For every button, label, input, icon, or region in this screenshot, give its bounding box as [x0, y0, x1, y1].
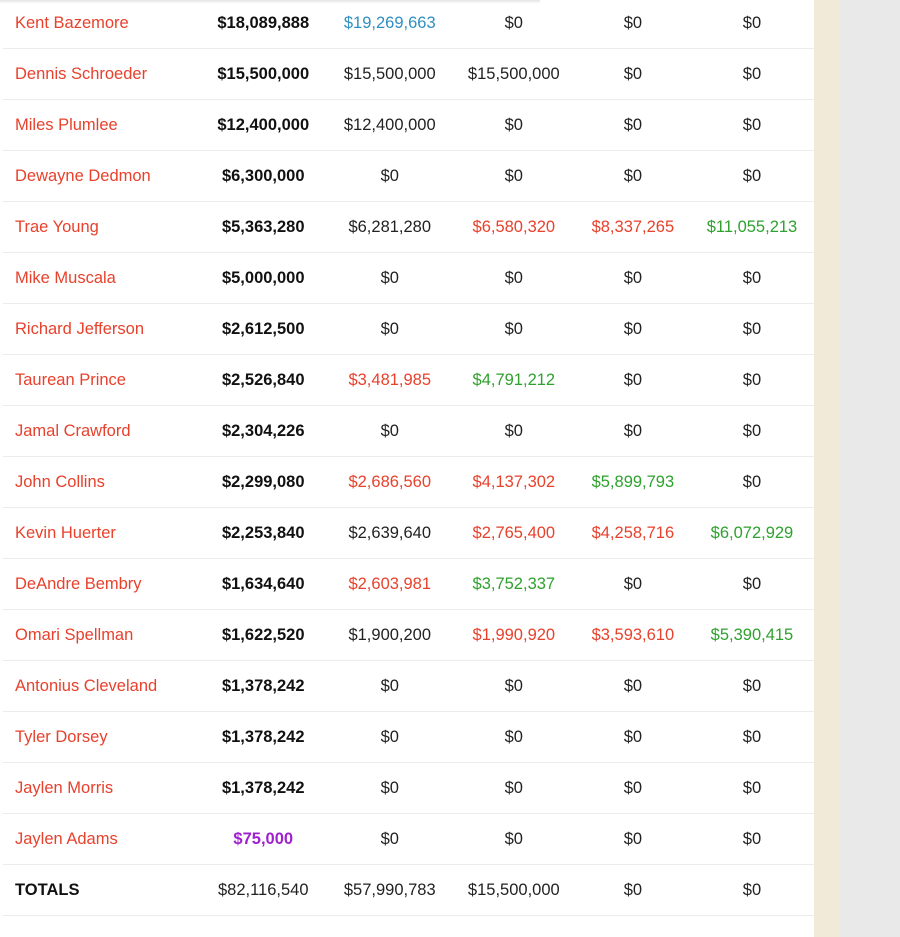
player-name-link[interactable]: Omari Spellman — [3, 610, 199, 661]
salary-year-3: $4,791,212 — [452, 355, 576, 406]
table-row — [3, 814, 814, 865]
table-row — [3, 457, 814, 508]
player-name-link[interactable]: Dennis Schroeder — [3, 49, 199, 100]
salary-year-3: $0 — [452, 712, 576, 763]
salary-year-5: $0 — [690, 49, 814, 100]
table-row — [3, 253, 814, 304]
player-name-link[interactable]: Antonius Cleveland — [3, 661, 199, 712]
salary-year-1: $5,363,280 — [199, 202, 328, 253]
salary-year-5: $0 — [690, 100, 814, 151]
salary-year-5: $6,072,929 — [690, 508, 814, 559]
player-name-link[interactable]: Mike Muscala — [3, 253, 199, 304]
salary-year-3: $0 — [452, 151, 576, 202]
player-name-link[interactable]: Jamal Crawford — [3, 406, 199, 457]
totals-row — [3, 865, 814, 916]
table-row — [3, 559, 814, 610]
salary-year-2: $0 — [328, 406, 452, 457]
salary-year-4: $0 — [576, 151, 690, 202]
salary-year-1: $2,526,840 — [199, 355, 328, 406]
player-name-link[interactable]: Kent Bazemore — [3, 0, 199, 49]
salary-year-2: $0 — [328, 661, 452, 712]
salary-year-2: $12,400,000 — [328, 100, 452, 151]
player-name-link[interactable]: Trae Young — [3, 202, 199, 253]
salary-year-4: $4,258,716 — [576, 508, 690, 559]
page-background — [840, 0, 900, 937]
salary-year-1: $1,634,640 — [199, 559, 328, 610]
page-side-border — [814, 0, 840, 937]
table-row — [3, 49, 814, 100]
totals-year-4: $0 — [576, 865, 690, 916]
player-name-link[interactable]: Richard Jefferson — [3, 304, 199, 355]
player-name-link[interactable]: DeAndre Bembry — [3, 559, 199, 610]
player-name-link[interactable]: Tyler Dorsey — [3, 712, 199, 763]
table-row — [3, 202, 814, 253]
salary-year-1: $1,378,242 — [199, 661, 328, 712]
salary-year-2: $0 — [328, 304, 452, 355]
salary-year-1: $2,253,840 — [199, 508, 328, 559]
salary-year-4: $0 — [576, 304, 690, 355]
table-row — [3, 661, 814, 712]
totals-year-3: $15,500,000 — [452, 865, 576, 916]
salary-year-4: $8,337,265 — [576, 202, 690, 253]
salary-year-2: $1,900,200 — [328, 610, 452, 661]
salary-year-2: $0 — [328, 763, 452, 814]
salary-year-1: $5,000,000 — [199, 253, 328, 304]
salary-year-1: $2,304,226 — [199, 406, 328, 457]
player-name-link[interactable]: Jaylen Adams — [3, 814, 199, 865]
salary-year-4: $5,899,793 — [576, 457, 690, 508]
totals-label: TOTALS — [3, 865, 199, 916]
salary-year-5: $0 — [690, 763, 814, 814]
salary-year-3: $15,500,000 — [452, 49, 576, 100]
table-row — [3, 0, 814, 49]
salary-year-1: $1,378,242 — [199, 712, 328, 763]
salary-year-2: $3,481,985 — [328, 355, 452, 406]
player-name-link[interactable]: Dewayne Dedmon — [3, 151, 199, 202]
salary-year-5: $0 — [690, 406, 814, 457]
totals-year-5: $0 — [690, 865, 814, 916]
salary-year-5: $0 — [690, 712, 814, 763]
salary-table-body — [3, 0, 814, 916]
salary-year-2: $15,500,000 — [328, 49, 452, 100]
salary-year-5: $0 — [690, 814, 814, 865]
player-name-link[interactable]: Jaylen Morris — [3, 763, 199, 814]
player-name-link[interactable]: Miles Plumlee — [3, 100, 199, 151]
table-row — [3, 100, 814, 151]
salary-year-1: $75,000 — [199, 814, 328, 865]
salary-year-2: $0 — [328, 814, 452, 865]
salary-year-5: $0 — [690, 355, 814, 406]
salary-year-5: $0 — [690, 304, 814, 355]
salary-year-5: $0 — [690, 151, 814, 202]
totals-year-1: $82,116,540 — [199, 865, 328, 916]
salary-year-5: $0 — [690, 0, 814, 49]
salary-table — [3, 0, 814, 916]
salary-year-4: $0 — [576, 814, 690, 865]
table-row — [3, 763, 814, 814]
salary-year-3: $6,580,320 — [452, 202, 576, 253]
salary-year-2: $2,603,981 — [328, 559, 452, 610]
table-row — [3, 610, 814, 661]
salary-year-5: $0 — [690, 559, 814, 610]
salary-year-1: $12,400,000 — [199, 100, 328, 151]
salary-year-3: $0 — [452, 253, 576, 304]
salary-year-5: $11,055,213 — [690, 202, 814, 253]
salary-year-5: $5,390,415 — [690, 610, 814, 661]
player-name-link[interactable]: John Collins — [3, 457, 199, 508]
salary-year-3: $0 — [452, 661, 576, 712]
salary-year-1: $2,612,500 — [199, 304, 328, 355]
table-row — [3, 406, 814, 457]
salary-year-3: $1,990,920 — [452, 610, 576, 661]
salary-year-1: $2,299,080 — [199, 457, 328, 508]
salary-year-1: $1,378,242 — [199, 763, 328, 814]
player-name-link[interactable]: Taurean Prince — [3, 355, 199, 406]
salary-year-1: $15,500,000 — [199, 49, 328, 100]
table-row — [3, 151, 814, 202]
salary-year-1: $18,089,888 — [199, 0, 328, 49]
salary-year-4: $3,593,610 — [576, 610, 690, 661]
salary-year-4: $0 — [576, 406, 690, 457]
salary-year-4: $0 — [576, 49, 690, 100]
table-row — [3, 508, 814, 559]
salary-year-3: $3,752,337 — [452, 559, 576, 610]
salary-year-2: $2,686,560 — [328, 457, 452, 508]
player-name-link[interactable]: Kevin Huerter — [3, 508, 199, 559]
salary-year-3: $0 — [452, 406, 576, 457]
salary-year-5: $0 — [690, 661, 814, 712]
salary-year-2: $2,639,640 — [328, 508, 452, 559]
salary-year-5: $0 — [690, 457, 814, 508]
table-row — [3, 712, 814, 763]
salary-year-2: $6,281,280 — [328, 202, 452, 253]
table-row — [3, 355, 814, 406]
salary-year-4: $0 — [576, 661, 690, 712]
totals-year-2: $57,990,783 — [328, 865, 452, 916]
salary-year-3: $0 — [452, 0, 576, 49]
salary-year-2: $0 — [328, 253, 452, 304]
salary-year-4: $0 — [576, 763, 690, 814]
salary-year-4: $0 — [576, 559, 690, 610]
salary-year-4: $0 — [576, 0, 690, 49]
salary-year-4: $0 — [576, 355, 690, 406]
salary-year-2: $0 — [328, 712, 452, 763]
table-row — [3, 304, 814, 355]
salary-year-3: $0 — [452, 763, 576, 814]
salary-year-3: $4,137,302 — [452, 457, 576, 508]
salary-year-3: $0 — [452, 814, 576, 865]
salary-year-2: $19,269,663 — [328, 0, 452, 49]
salary-year-4: $0 — [576, 712, 690, 763]
salary-year-4: $0 — [576, 100, 690, 151]
salary-year-5: $0 — [690, 253, 814, 304]
salary-year-1: $1,622,520 — [199, 610, 328, 661]
salary-year-3: $2,765,400 — [452, 508, 576, 559]
salary-year-2: $0 — [328, 151, 452, 202]
salary-year-3: $0 — [452, 304, 576, 355]
salary-year-4: $0 — [576, 253, 690, 304]
salary-year-1: $6,300,000 — [199, 151, 328, 202]
salary-year-3: $0 — [452, 100, 576, 151]
